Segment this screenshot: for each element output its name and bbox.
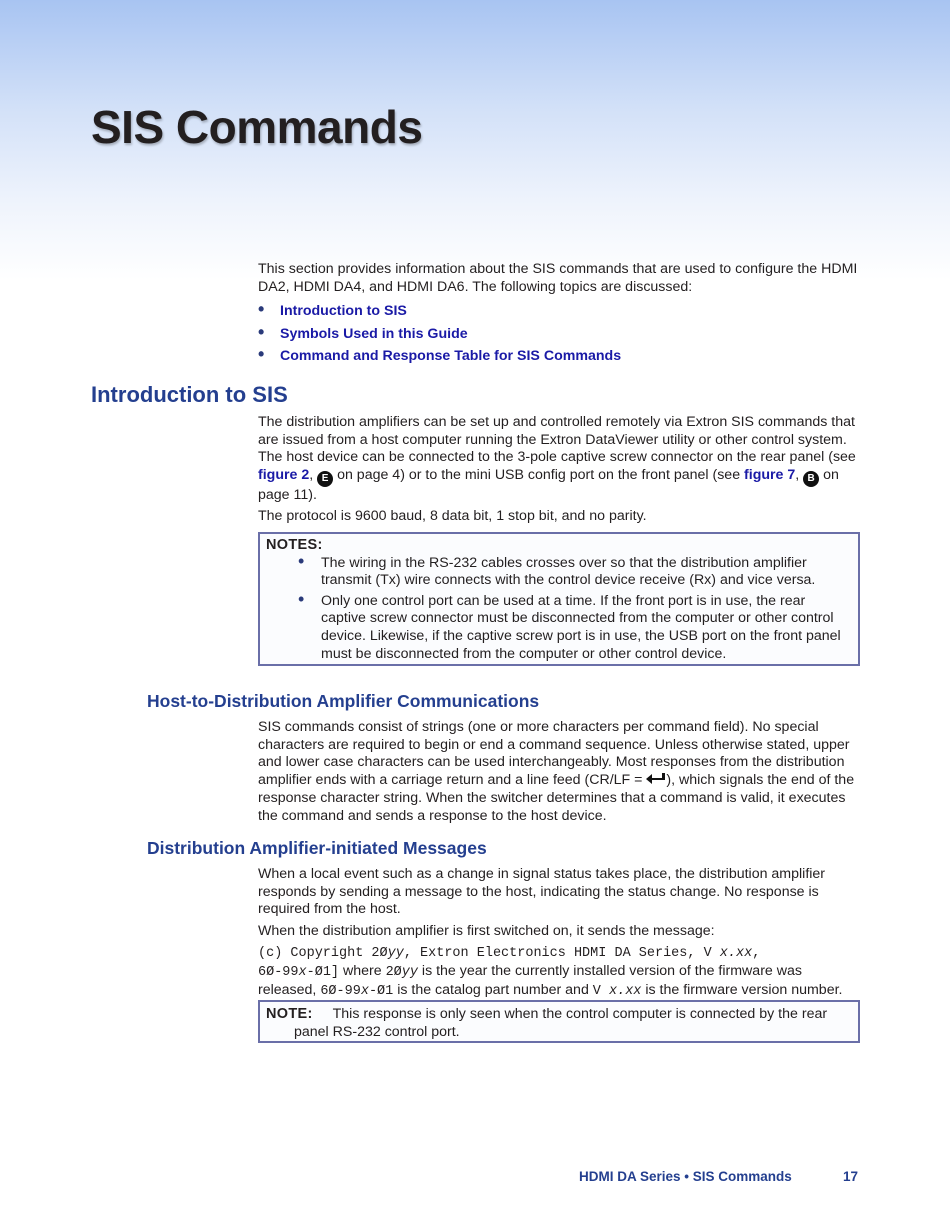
callout-badge-e: E: [317, 471, 333, 487]
note-label: NOTE:: [266, 1006, 313, 1022]
section-heading-host-communications: Host-to-Distribution Amplifier Communications: [147, 691, 540, 711]
notes-box: [258, 532, 860, 666]
code-variable: x: [360, 983, 369, 999]
topic-list: [258, 300, 860, 368]
section-heading-intro-sis: Introduction to SIS: [91, 382, 288, 407]
code-variable: x.xx: [719, 946, 753, 962]
power-on-paragraph: When the distribution amplifier is first switched on, it sends the message:: [258, 922, 715, 939]
text-run: ), which signals the end of the response character string. When the switcher determines that a command is valid, it executes the command and sends a response to the host device.: [258, 771, 855, 824]
figure-7-link[interactable]: figure 7: [744, 466, 796, 483]
text-run: on page 11).: [258, 466, 839, 503]
enter-return-icon: [646, 773, 666, 791]
host-communications-body: [258, 719, 860, 826]
topic-link-symbols[interactable]: • Symbols Used in this Guide: [258, 323, 860, 346]
copyright-message-paragraph: [258, 944, 860, 1000]
footer-title: HDMI DA Series • SIS Commands: [579, 1169, 792, 1184]
code-run: 2Ø: [385, 964, 402, 980]
code-run: V: [592, 983, 609, 999]
text-run: where: [339, 962, 386, 979]
note-item: • The wiring in the RS-232 cables crosses over so that the distribution amplifier transmit (Tx) wire connects with the control device receive (Rx) and vice versa.: [266, 555, 852, 590]
page-number: 17: [843, 1169, 859, 1184]
text-run: on page 4) or to the mini USB config port on the front panel (see: [333, 466, 745, 483]
protocol-paragraph: The protocol is 9600 baud, 8 data bit, 1 stop bit, and no parity.: [258, 508, 647, 525]
code-run: ,: [752, 946, 761, 962]
text-run: SIS commands consist of strings (one or more characters per command field). No special characters are required to begin or end a command sequence. Unless otherwise stated, upper and lower case characters can be used interchangeably. Most responses from the distribution amplifier ends with a carriage return and a line feed (CR/LF =: [258, 719, 850, 788]
note-text: This response is only seen when the control computer is connected by the rear panel RS-232 control port.: [294, 1006, 828, 1040]
notes-label: NOTES:: [266, 537, 323, 553]
text-run: is the catalog part number and: [393, 981, 593, 998]
initiated-messages-paragraph: When a local event such as a change in signal status takes place, the distribution amplifier responds by sending a message to the host, indicating the status change. No response is required from the host.: [258, 866, 826, 918]
code-variable: yy: [401, 964, 418, 980]
notes-list: [266, 555, 852, 664]
section-heading-initiated-messages: Distribution Amplifier-initiated Messages: [147, 838, 487, 858]
code-run: -Ø1: [368, 983, 394, 999]
intro-sis-body: [258, 414, 860, 526]
initiated-messages-body: [258, 866, 860, 1000]
text-run: ,: [309, 466, 318, 483]
figure-2-link[interactable]: figure 2: [258, 466, 310, 483]
page-title: SIS Commands: [91, 101, 423, 153]
intro-section: [258, 261, 860, 368]
intro-sis-paragraph: [258, 414, 860, 504]
note-box: [258, 1000, 860, 1043]
code-run: , Extron Electronics HDMI DA Series, V: [403, 946, 720, 962]
code-run: -Ø1]: [306, 964, 340, 980]
host-communications-paragraph: [258, 719, 860, 826]
code-variable: yy: [387, 946, 404, 962]
code-run: 6Ø-99: [320, 983, 361, 999]
callout-badge-b: B: [803, 471, 819, 487]
topic-link-command-table[interactable]: • Command and Response Table for SIS Commands: [258, 345, 860, 368]
text-run: is the firmware version number.: [641, 981, 843, 998]
text-run: is the year the currently installed version of the firmware was released,: [258, 962, 802, 998]
code-run: 6Ø-99: [258, 964, 299, 980]
note-item: • Only one control port can be used at a time. If the front port is in use, the rear captive screw connector must be disconnected from the computer or other control device. Likewise, if the captive screw port is in use, the USB port on the front panel must be disconnected from the computer or other control device.: [266, 593, 852, 663]
code-variable: x: [298, 964, 307, 980]
topic-link-intro[interactable]: • Introduction to SIS: [258, 300, 860, 323]
intro-paragraph: This section provides information about the SIS commands that are used to configure the HDMI DA2, HDMI DA4, and HDMI DA6. The following topics are discussed:: [258, 261, 858, 295]
code-variable: x.xx: [609, 983, 642, 999]
text-run: The distribution amplifiers can be set up and controlled remotely via Extron SIS commands that are issued from a host computer running the Extron DataViewer utility or other control system. The host device can be connected to the 3-pole captive screw connector on the rear panel (see: [258, 414, 856, 466]
text-run: ,: [795, 466, 804, 483]
code-run: (c) Copyright 2Ø: [258, 946, 388, 962]
